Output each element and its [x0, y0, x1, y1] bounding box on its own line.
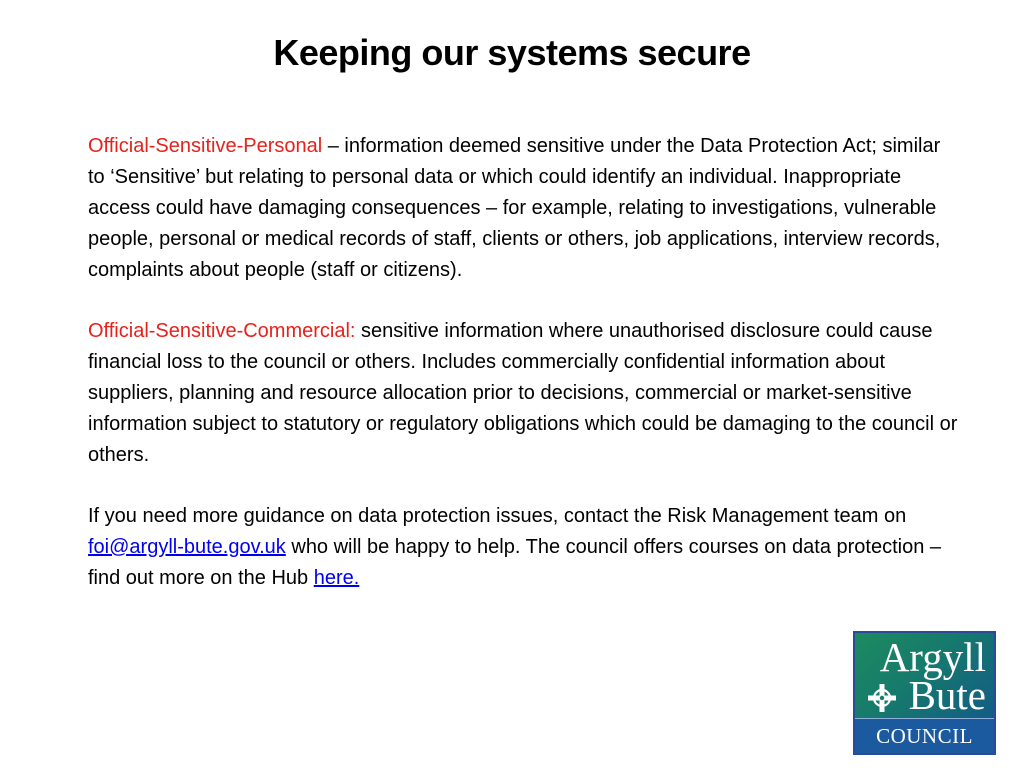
term-personal: Official-Sensitive-Personal: [88, 135, 323, 157]
logo-top-panel: [855, 633, 994, 718]
slide-body: [88, 131, 958, 624]
term-commercial: Official-Sensitive-Commercial:: [88, 320, 356, 342]
logo-text-bute: Bute: [908, 672, 986, 718]
slide-title: Keeping our systems secure: [273, 32, 751, 73]
paragraph-commercial: [88, 316, 958, 471]
hub-link[interactable]: here.: [313, 567, 360, 589]
logo-text-council: COUNCIL: [876, 724, 973, 748]
paragraph-personal: [88, 131, 958, 286]
guidance-text-middle: who will be happy to help. The council offers courses on data protection – find out more on the Hub: [88, 536, 942, 589]
logo-text-argyll: Argyll: [879, 634, 986, 680]
paragraph-guidance: [88, 501, 958, 594]
email-link[interactable]: foi@argyll-bute.gov.uk: [88, 536, 286, 558]
council-logo: [853, 631, 996, 755]
logo-bottom-panel: [855, 718, 994, 754]
paragraph-commercial-text: sensitive information where unauthorised disclosure could cause financial loss to the council or others. Includes commercially confidential information about suppliers, planning and resource allocation prior to decisions, commercial or market-sensitive information subject to statutory or regulatory obligations which could be damaging to the council or others.: [88, 320, 958, 466]
paragraph-personal-text: – information deemed sensitive under the Data Protection Act; similar to ‘Sensitive’ but relating to personal data or which could identify an individual. Inappropriate access could have damaging consequences – for example, relating to investigations, vulnerable people, personal or medical records of staff, clients or others, job applications, interview records, complaints about people (staff or citizens).: [88, 135, 941, 281]
celtic-cross-icon: [867, 683, 897, 713]
guidance-text-before: If you need more guidance on data protection issues, contact the Risk Management team on: [88, 505, 907, 527]
